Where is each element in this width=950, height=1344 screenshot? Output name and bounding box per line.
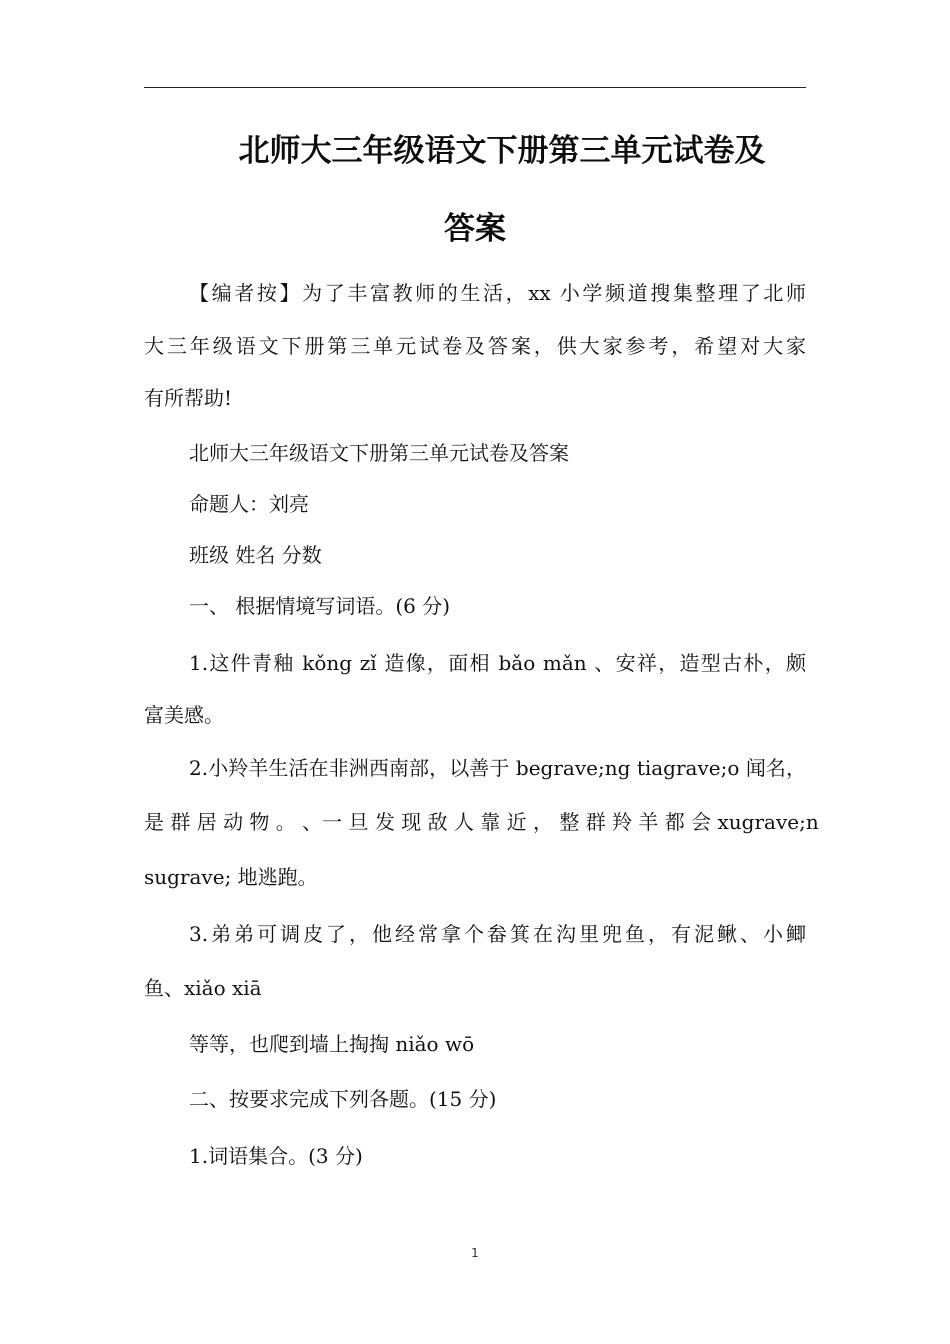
exam-author: 命题人：刘亮 [189, 492, 309, 516]
question-1-line1: 1.这件青釉 kǒng zǐ 造像，面相 bǎo mǎn 、安祥，造型古朴，颇 [189, 651, 806, 675]
question-3-line2: 鱼、xiǎo xiā [144, 976, 262, 1000]
header-rule [144, 87, 806, 88]
question-3-line1: 3.弟弟可调皮了，他经常拿个畚箕在沟里兜鱼，有泥鳅、小鲫 [189, 922, 806, 946]
editor-note-line1: 【编者按】为了丰富教师的生活，xx 小学频道搜集整理了北师 [189, 281, 806, 305]
question-1-line2: 富美感。 [144, 703, 224, 727]
exam-student-info: 班级 姓名 分数 [189, 543, 322, 567]
document-title-line2: 答案 [444, 211, 506, 247]
question-2-line2: 是 群 居 动 物 。 、一 旦 发 现 敌 人 靠 近 ， 整 群 羚 羊 都 会 xugrave;n [144, 810, 819, 834]
question-2-line1: 2.小羚羊生活在非洲西南部，以善于 begrave;ng tiagrave;o 闻名， [189, 756, 806, 780]
editor-note-line2: 大三年级语文下册第三单元试卷及答案，供大家参考，希望对大家 [144, 334, 806, 358]
editor-note-line3: 有所帮助! [144, 386, 233, 410]
document-title-line1: 北师大三年级语文下册第三单元试卷及 [238, 133, 766, 169]
question-3-line3: 等等，也爬到墙上掏掏 niǎo wō [189, 1032, 475, 1056]
page-number: 1 [471, 1246, 479, 1260]
section-two-question-1: 1.词语集合。(3 分) [189, 1144, 363, 1168]
question-2-line3: sugrave; 地逃跑。 [144, 865, 318, 889]
section-two-heading: 二、按要求完成下列各题。(15 分) [189, 1087, 497, 1111]
section-one-heading: 一、 根据情境写词语。(6 分) [189, 594, 451, 618]
exam-heading: 北师大三年级语文下册第三单元试卷及答案 [189, 441, 569, 465]
